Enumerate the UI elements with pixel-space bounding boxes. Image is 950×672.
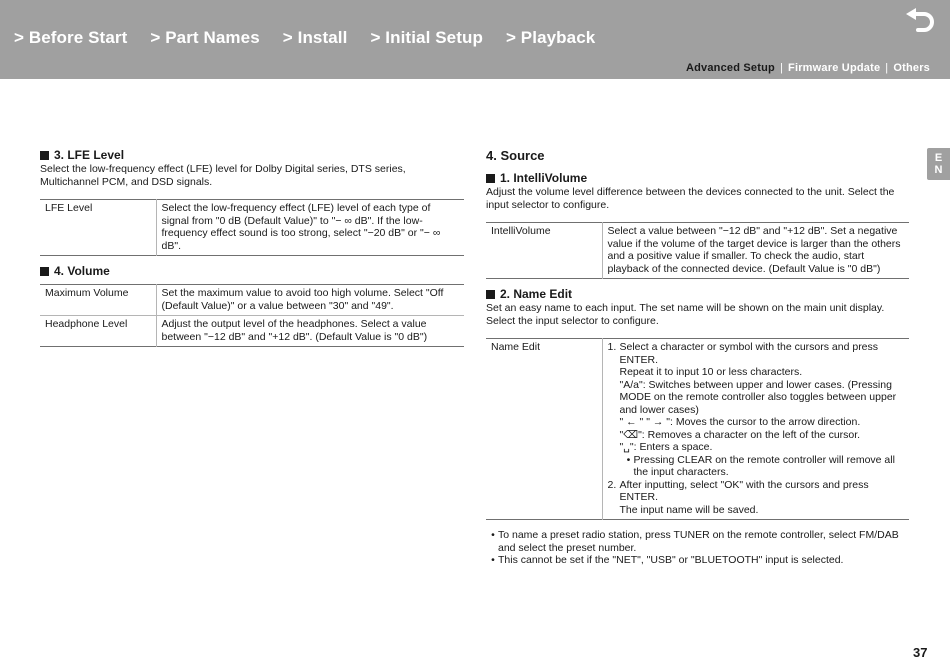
name-edit-table [486,338,909,520]
step-number: 2. [607,478,617,491]
table-key: Name Edit [486,339,602,520]
intellivolume-heading-text: 1. IntelliVolume [500,171,588,185]
nav-part-names[interactable]: > Part Names [150,28,260,47]
step-line: " ← " " → ": Moves the cursor to the arrow direction. [619,416,861,428]
note-item [486,554,909,567]
intellivolume-description: Adjust the volume level difference between the devices connected to the unit. Select the input selector to configure. [486,186,895,211]
note-text: To name a preset radio station, press TUNER on the remote controller, select FM/DAB and select the preset number. [498,529,899,554]
lfe-heading-text: 3. LFE Level [54,148,125,162]
table-value: Adjust the output level of the headphones. Select a value between "−12 dB" and "+12 dB". (Default Value is "0 dB") [156,316,464,347]
volume-heading-text: 4. Volume [54,264,110,278]
section-title: 4. Source [486,148,545,163]
table-row [486,223,909,279]
nav-install[interactable]: > Install [282,28,348,47]
table-key: IntelliVolume [486,223,602,279]
name-edit-heading [486,287,909,301]
name-edit-heading-text: 2. Name Edit [500,287,573,301]
page-number: 37 [913,645,928,660]
lfe-table [40,199,464,256]
table-value: Select a value between "−12 dB" and "+12 dB". Set a negative value if the volume of the target device is larger than the others and a positive value if smaller. To check the audio, start playback of the connected device. (Default Value is "0 dB") [607,225,901,275]
table-value: Set the maximum value to avoid too high volume. Select "Off (Default Value)" or a value between "30" and "49". [161,287,444,312]
subnav-firmware-update[interactable]: Firmware Update [788,62,881,74]
step-line: "⌫": Removes a character on the left of the cursor. [619,428,861,441]
step-bullet [608,454,906,479]
table-row [486,339,909,520]
bullet-dot: • [491,554,495,566]
lfe-heading [40,148,464,162]
return-arrow-icon[interactable] [904,8,938,36]
intellivolume-heading [486,171,909,185]
step-line: "A/a": Switches between upper and lower cases. (Pressing MODE on the remote controller also toggles between upper and lower cases) [619,378,897,416]
step-number: 1. [607,341,617,353]
table-key: Headphone Level [40,316,156,347]
step-line: The input name will be saved. [619,503,759,516]
step-text: Select a character or symbol with the cursors and press ENTER. [619,341,879,366]
name-edit-description: Set an easy name to each input. The set name will be shown on the main unit display. Select the input selector to configure. [486,302,885,327]
step-line: Repeat it to input 10 or less characters. [619,366,803,378]
sub-nav [686,62,930,74]
top-bar [0,0,950,79]
step-bullet-text: Pressing CLEAR on the remote controller will remove all the input characters. [633,453,895,478]
notes-list [486,529,909,567]
step-item [608,479,906,504]
table-row [40,316,464,347]
square-bullet-icon [486,174,495,183]
subnav-separator: | [885,62,889,74]
main-nav [14,28,618,48]
bullet-dot: • [491,529,495,541]
subnav-advanced-setup[interactable]: Advanced Setup [685,62,775,74]
language-tab [927,148,950,180]
bullet-dot: • [626,453,631,466]
subnav-separator: | [779,62,784,74]
right-column [486,148,909,567]
square-bullet-icon [40,267,49,276]
language-tab-letter: N [934,164,943,176]
step-item [608,341,906,366]
nav-before-start[interactable]: > Before Start [14,28,128,47]
table-row [40,285,464,316]
left-column [40,148,464,347]
table-key: LFE Level [40,200,156,256]
table-row [40,200,464,256]
table-key: Maximum Volume [40,285,156,316]
table-value: Select the low-frequency effect (LFE) level of each type of signal from "0 dB (Default Value)" to "− ∞ dB". If the low-frequency effect sound is too strong, select "−20 dB" or "− ∞ dB". [161,202,441,252]
language-tab-letter: E [934,152,943,164]
lfe-description: Select the low-frequency effect (LFE) level for Dolby Digital series, DTS series, Multichannel PCM, and DSD signals. [40,163,406,188]
note-text: This cannot be set if the "NET", "USB" or "BLUETOOTH" input is selected. [498,554,844,566]
step-text: After inputting, select "OK" with the cursors and press ENTER. [619,478,869,503]
table-value [602,339,909,520]
step-line: "␣": Enters a space. [619,441,713,453]
volume-heading [40,264,464,278]
volume-table [40,284,464,347]
square-bullet-icon [486,290,495,299]
note-item [486,529,909,554]
subnav-others[interactable]: Others [893,62,930,74]
nav-playback[interactable]: > Playback [505,28,596,47]
intellivolume-table [486,222,909,279]
square-bullet-icon [40,151,49,160]
nav-initial-setup[interactable]: > Initial Setup [370,28,483,47]
